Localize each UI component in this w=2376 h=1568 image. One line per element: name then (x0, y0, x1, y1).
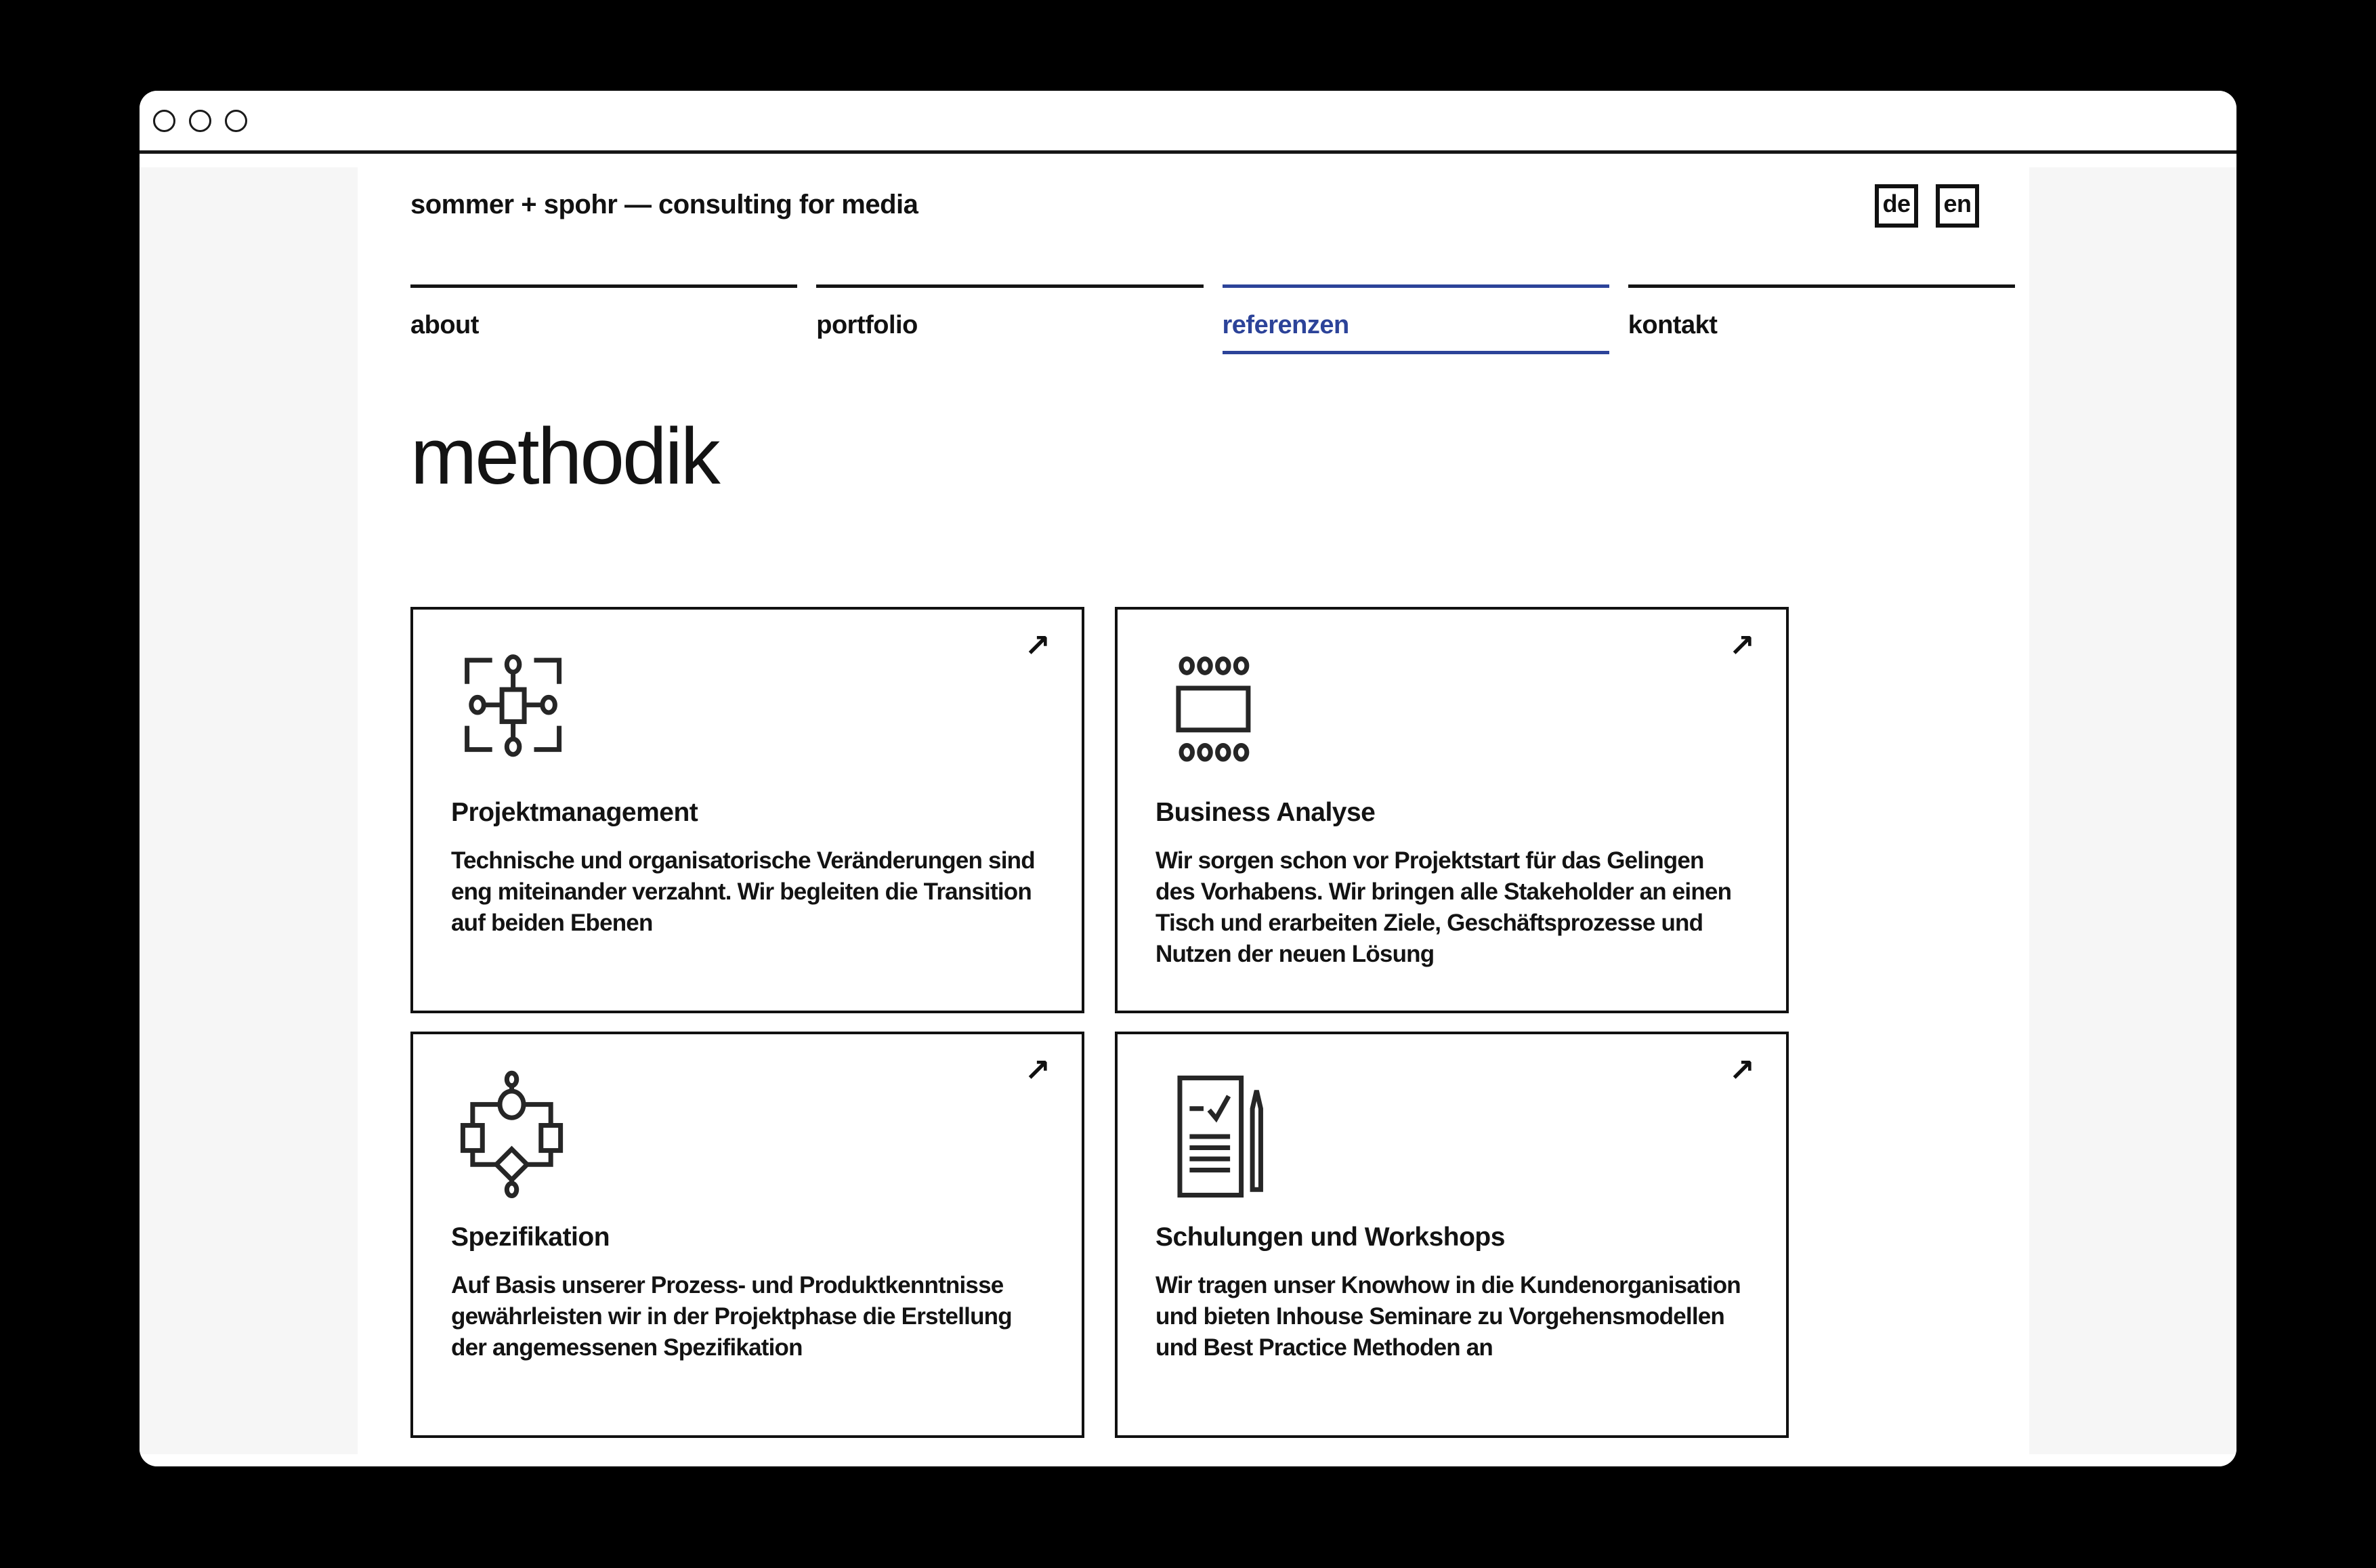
card-description: Wir sorgen schon vor Projektstart für das Gelingen des Vorhabens. Wir bringen alle Stakeholder an einen Tisch und erarbeiten Ziele, Geschäftsprozesse und Nutzen der neuen Lösung (1155, 847, 1732, 967)
meeting-table-icon (1155, 642, 1299, 782)
window-close-button[interactable] (153, 110, 175, 132)
left-margin-panel (140, 167, 358, 1454)
external-link-arrow-icon: ↗ (1728, 1052, 1755, 1088)
method-cards-grid (410, 607, 1789, 1438)
document-pencil-icon (1155, 1067, 1299, 1206)
card-spezifikation[interactable] (410, 1032, 1084, 1438)
card-title: Projektmanagement (451, 798, 698, 827)
card-business-analyse[interactable] (1115, 607, 1789, 1013)
card-projektmanagement[interactable] (410, 607, 1084, 1013)
card-title: Spezifikation (451, 1223, 610, 1252)
nav-tab-label: portfolio (816, 311, 918, 339)
network-nodes-icon (451, 642, 595, 782)
card-description: Wir tragen unser Knowhow in die Kundenorganisation und bieten Inhouse Seminare zu Vorgehensmodellen und Best Practice Methoden an (1155, 1272, 1741, 1361)
window-zoom-button[interactable] (225, 110, 247, 132)
content-column (410, 157, 2015, 1466)
nav-tab-about[interactable] (410, 284, 797, 354)
browser-window (140, 91, 2236, 1466)
main-nav (410, 284, 2015, 354)
nav-tab-referenzen[interactable] (1223, 284, 1609, 354)
card-title: Schulungen und Workshops (1155, 1223, 1505, 1252)
nav-tab-label: referenzen (1222, 311, 1349, 339)
external-link-arrow-icon: ↗ (1728, 627, 1755, 664)
page-content (140, 157, 2236, 1466)
site-title: sommer + spohr — consulting for media (410, 190, 918, 219)
lang-de-button[interactable]: de (1875, 184, 1918, 228)
card-schulungen-workshops[interactable] (1115, 1032, 1789, 1438)
flowchart-icon (451, 1067, 595, 1206)
language-switcher (1875, 184, 1979, 228)
window-titlebar (140, 91, 2236, 154)
nav-tab-kontakt[interactable] (1628, 284, 2015, 354)
card-description: Technische und organisatorische Veränderungen sind eng miteinander verzahnt. Wir begleiten die Transition auf beiden Ebenen (451, 847, 1035, 936)
card-title: Business Analyse (1155, 798, 1376, 827)
active-tab-underline (1223, 351, 1609, 354)
nav-tab-portfolio[interactable] (816, 284, 1203, 354)
nav-tab-label: kontakt (1628, 311, 1718, 339)
page-title: methodik (410, 412, 719, 501)
nav-tab-label: about (410, 311, 479, 339)
lang-en-button[interactable]: en (1936, 184, 1979, 228)
window-minimize-button[interactable] (189, 110, 211, 132)
external-link-arrow-icon: ↗ (1024, 1052, 1051, 1088)
external-link-arrow-icon: ↗ (1024, 627, 1051, 664)
right-margin-panel (2029, 167, 2236, 1454)
card-description: Auf Basis unserer Prozess- und Produktkenntnisse gewährleisten wir in der Projektphase die Erstellung der angemessenen Spezifikation (451, 1272, 1012, 1361)
